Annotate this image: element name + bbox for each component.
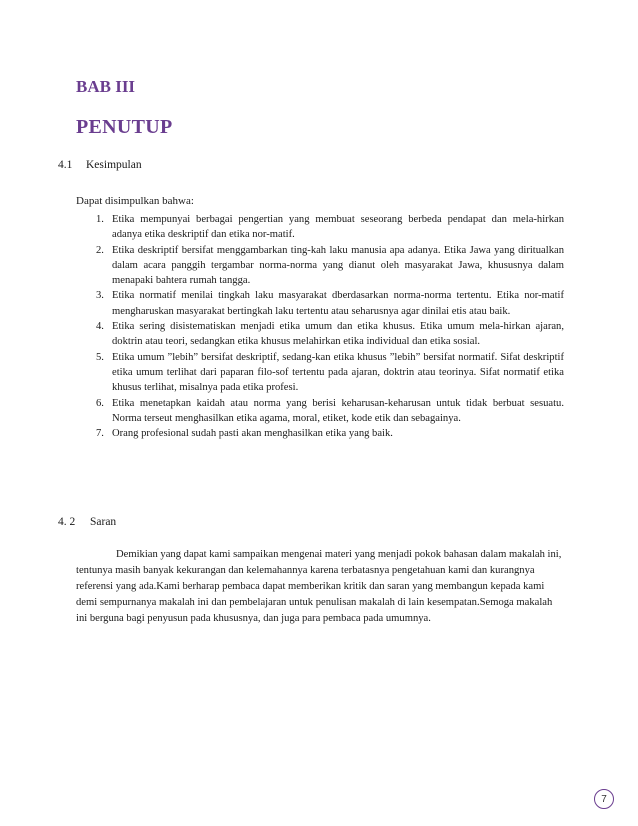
list-item-number: 3. <box>96 290 104 302</box>
conclusion-intro: Dapat disimpulkan bahwa: <box>76 195 194 207</box>
list-item-number: 2. <box>96 244 104 256</box>
list-item <box>96 243 564 289</box>
list-item-text: Etika umum ”lebih” bersifat deskriptif, sedang-kan etika khusus ”lebih” bersifat normatif. Sifat deskriptif etika umum terlihat dari paparan filo-sof tertentu pada ajaran, doktrin atau teorinya. Sifat normatif etika khusus terlihat, misalnya pada etika profesi. <box>112 351 564 394</box>
list-item-number: 5. <box>96 351 104 363</box>
section-number: 4. 2 <box>58 516 76 528</box>
list-item <box>96 426 564 441</box>
chapter-title: PENUTUP <box>76 116 173 138</box>
list-item-text: Etika normatif menilai tingkah laku masyarakat dberdasarkan norma-norma tertentu. Etika nor-matif mengharuskan masyarakat bertingkah laku tertentu atau seharusnya agar dinilai etis atau baik. <box>112 290 564 317</box>
list-item <box>96 288 564 319</box>
section-title: Kesimpulan <box>86 159 142 171</box>
list-item-text: Etika menetapkan kaidah atau norma yang berisi keharusan-keharusan untuk tidak berbuat sesuatu. Norma terseut menghasilkan etika agama, moral, etiket, kode etik dan sebagainya. <box>112 397 564 424</box>
section-heading-kesimpulan <box>58 159 142 171</box>
list-item-text: Etika mempunyai berbagai pengertian yang membuat seseorang berbeda pendapat dan mela-hirkan adanya etika deskriptif dan etika nor-matif. <box>112 214 564 241</box>
list-item-number: 1. <box>96 214 104 225</box>
list-item <box>96 350 564 396</box>
list-item <box>96 396 564 427</box>
page-number-badge: 7 <box>594 789 614 809</box>
suggestion-paragraph: Demikian yang dapat kami sampaikan mengenai materi yang menjadi pokok bahasan dalam makalah ini, tentunya masih banyak kekurangan dan kelemahannya karena terbatasnya pengetahuan kami dan kurangnya referensi yang ada.Kami berharap pembaca dapat memberikan kritik dan saran yang membangun kepada kami demi sempurnanya makalah ini dan pembelajaran untuk penulisan makalah di lain kesempatan.Semoga makalah ini berguna bagi penyusun pada khususnya, dan juga para pembaca pada umumnya. <box>76 549 562 624</box>
list-item <box>96 319 564 350</box>
list-item-text: Etika deskriptif bersifat menggambarkan ting-kah laku manusia apa adanya. Etika Jawa yang diritualkan dalam acara panggih tergambar norma-norma yang dianut oleh masyarakat Jawa, khususnya dalam menapaki bahtera rumah tangga. <box>112 244 564 287</box>
list-item-number: 6. <box>96 397 104 409</box>
list-item-text: Etika sering disistematiskan menjadi etika umum dan etika khusus. Etika umum mela-hirkan ajaran, doktrin atau teori, sedangkan etika khusus melahirkan etika individual dan etika sosial. <box>112 321 564 348</box>
conclusion-list <box>96 212 564 441</box>
list-item-number: 7. <box>96 428 104 440</box>
list-item-text: Orang profesional sudah pasti akan menghasilkan etika yang baik. <box>112 428 393 440</box>
section-heading-saran <box>58 516 116 528</box>
list-item <box>96 212 564 243</box>
list-item-number: 4. <box>96 321 104 333</box>
section-title: Saran <box>90 516 117 528</box>
section-number: 4.1 <box>58 159 73 171</box>
chapter-label: BAB III <box>76 77 136 96</box>
